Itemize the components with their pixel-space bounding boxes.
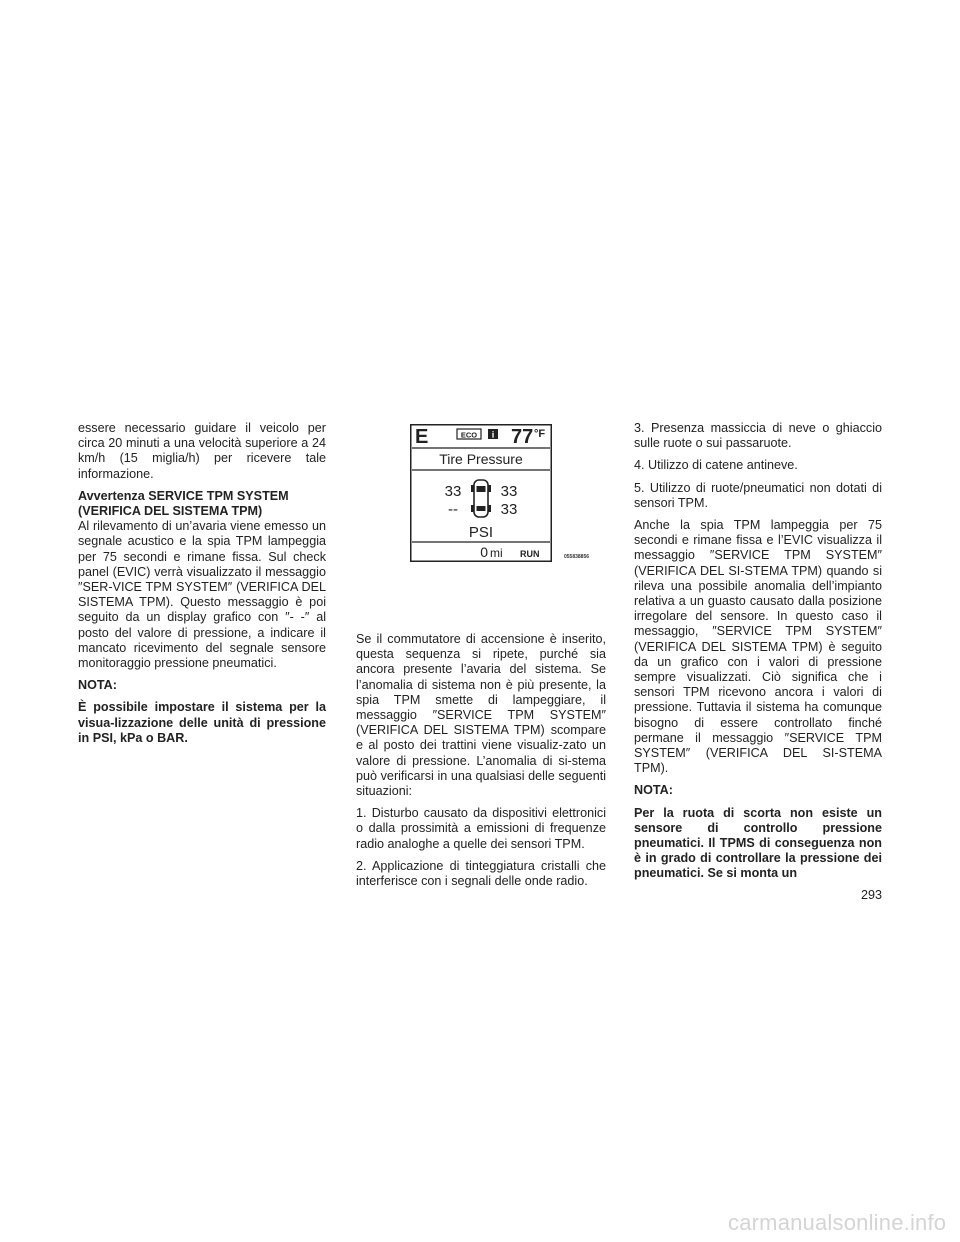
- right-column: [634, 421, 882, 882]
- note-text: È possibile impostare il sistema per la visua-lizzazione delle unità di pressione in PSI, kPa o BAR.: [78, 700, 326, 745]
- note-label: NOTA:: [78, 678, 117, 693]
- paragraph: Se il commutatore di accensione è inserito, questa sequenza si ripete, purché sia ancora presente l’avaria del sistema. Se l’anomalia di sistema non è più presente, la spia TPM smette di lampeggiare, il messaggio ″SERVICE TPM SYSTEM″ (VERIFICA DEL SISTEMA TPM) scompare e al posto dei trattini viene visualiz-zato un valore di pressione. L’anomalia di si-stema può verificarsi in una qualsiasi delle seguenti situazioni:: [356, 632, 606, 799]
- figure-code: 055838856: [564, 554, 590, 560]
- watermark: carmanualsonline.info: [728, 1210, 947, 1235]
- svg-text:ECO: ECO: [460, 430, 478, 440]
- page-number: 293: [861, 888, 883, 902]
- odometer-value: 0: [480, 544, 488, 560]
- rear-right-pressure: 33: [500, 501, 518, 518]
- run-mode-label: RUN: [520, 549, 540, 559]
- note-label: NOTA:: [634, 783, 673, 798]
- gear-indicator: E: [415, 426, 429, 448]
- pressure-unit: PSI: [468, 524, 494, 541]
- evic-screen: [410, 424, 552, 562]
- paragraph: Al rilevamento di un’avaria viene emesso un segnale acustico e la spia TPM lampeggia per 75 secondi e rimane fissa. Sul check panel (EVIC) verrà visualizzato il messaggio ″SER-VICE TPM SYSTEM″ (VERIFICA DEL SISTEMA TPM). Questo messaggio è poi seguito da un display grafico con ″- -″ al posto del valore di pressione, a indicare il mancato ricevimento del segnale sensore monitoraggio pressione pneumatici.: [78, 519, 326, 671]
- display-title: Tire Pressure: [439, 451, 523, 467]
- rear-left-pressure: --: [448, 501, 458, 518]
- front-right-pressure: 33: [500, 483, 518, 500]
- odometer-unit: mi: [490, 546, 503, 560]
- paragraph: 5. Utilizzo di ruote/pneumatici non dotati di sensori TPM.: [634, 480, 882, 510]
- paragraph: Anche la spia TPM lampeggia per 75 secondi e rimane fissa e l’EVIC visualizza il messaggio ″SERVICE TPM SYSTEM″ (VERIFICA DEL SI-STEMA TPM) quando si rileva una possibile anomalia dell’impianto relativa a un guasto causato dalla posizione irregolare del sensore. In questo caso il messaggio, ″SERVICE TPM SYSTEM″ (VERIFICA DEL SISTEMA TPM) è seguito da un grafico con i valori di pressione sempre visualizzati. Ciò significa che i sensori TPM ricevono ancora i valori di pressione. Tuttavia il sistema ha comunque bisogno di essere controllato finché permane il messaggio ″SERVICE TPM SYSTEM″ (VERIFICA DEL SI-STEMA TPM).: [634, 518, 882, 776]
- paragraph: 2. Applicazione di tinteggiatura cristalli che interferisce con i segnali delle onde radio.: [356, 858, 606, 889]
- front-left-pressure: 33: [444, 483, 462, 500]
- paragraph: 3. Presenza massiccia di neve o ghiaccio sulle ruote o sui passaruote.: [634, 421, 882, 451]
- left-column: [78, 421, 326, 753]
- tire-pressure-display-figure: [410, 424, 552, 562]
- temperature-unit: °F: [534, 428, 546, 440]
- paragraph: 1. Disturbo causato da dispositivi elettronici o dalla prossimità a emissioni di frequenze radio analoghe a quelle dei sensori TPM.: [356, 806, 606, 851]
- section-heading: Avvertenza SERVICE TPM SYSTEM (VERIFICA DEL SISTEMA TPM): [78, 488, 289, 519]
- svg-text:i: i: [491, 429, 495, 440]
- temperature-value: 77: [511, 426, 534, 448]
- middle-column: [356, 632, 606, 896]
- paragraph: essere necessario guidare il veicolo per circa 20 minuti a una velocità superiore a 24 km/h (15 miglia/h) per ricevere tale informazione.: [78, 421, 326, 481]
- paragraph: 4. Utilizzo di catene antineve.: [634, 458, 798, 473]
- note-text: Per la ruota di scorta non esiste un sensore di controllo pressione pneumatici. Il TPMS di conseguenza non è in grado di controllare la pressione dei pneumatici. Se si monta un: [634, 805, 882, 881]
- car-top-view-icon: [471, 480, 491, 517]
